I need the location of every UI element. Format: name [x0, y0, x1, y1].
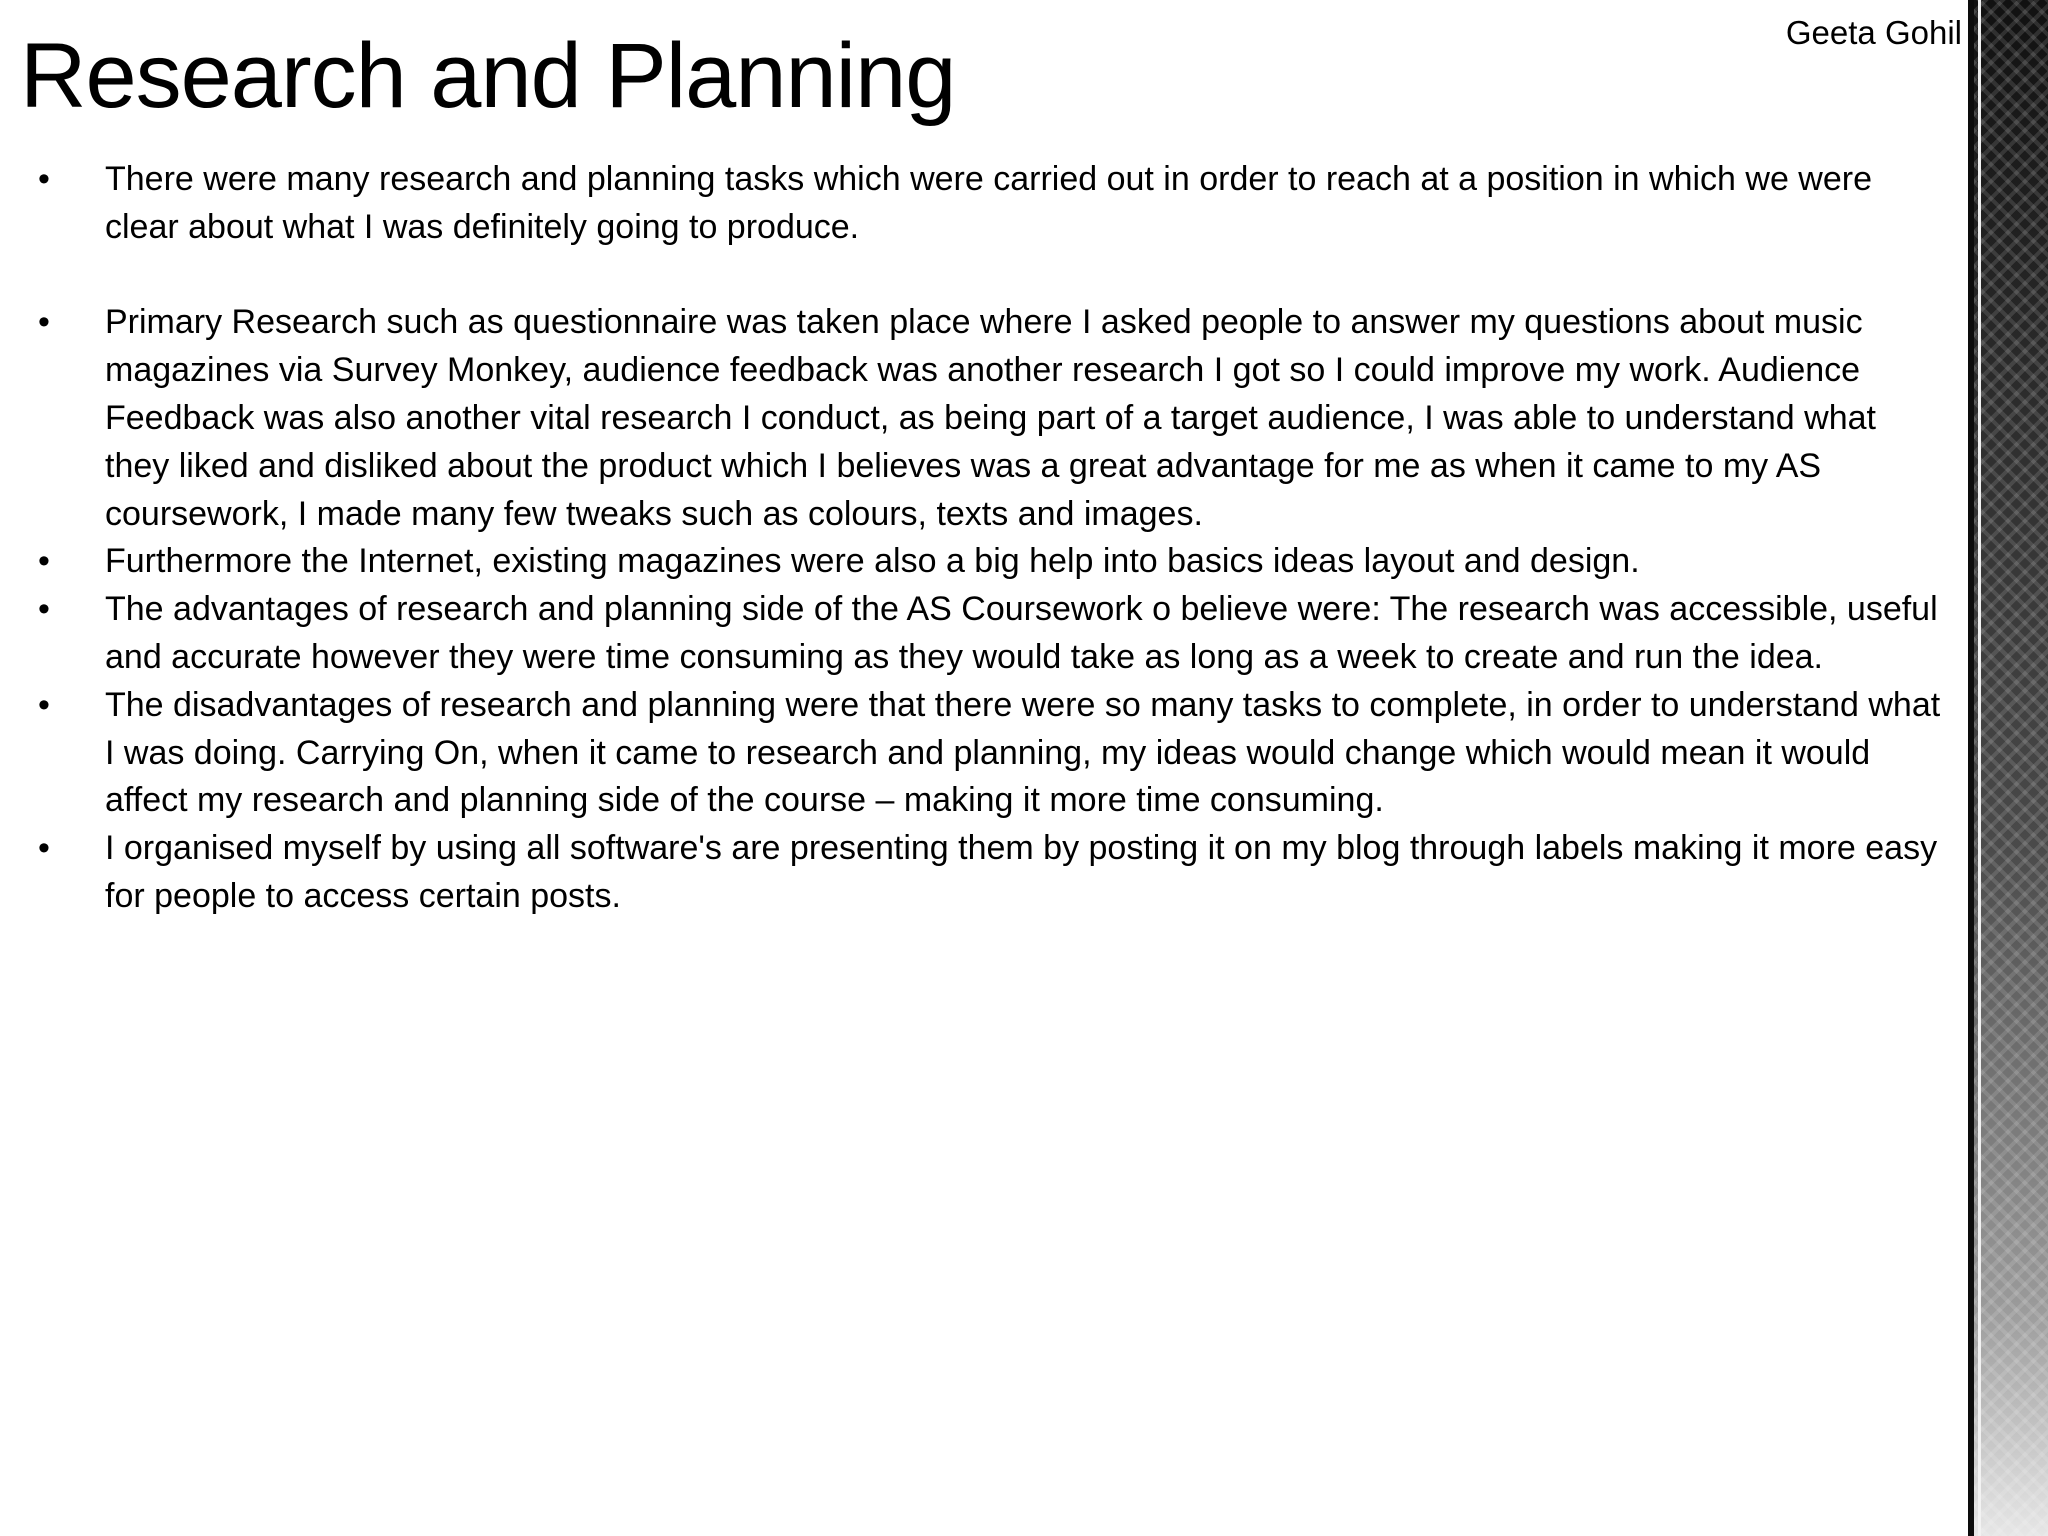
bullet-icon: • — [38, 685, 50, 724]
bullet-icon: • — [38, 590, 50, 629]
bullet-text: Primary Research such as questionnaire was taken place where I asked people to answer my questions about music magazines via Survey Monkey, audience feedback was another research I got so I could improve my work. Audience Feedback was also another vital research I conduct, as being part of a target audience, I was able to understand what they liked and disliked about the product which I believes was a great advantage for me as when it came to my AS coursework, I made many few tweaks such as colours, texts and images. — [105, 303, 1876, 533]
bullet-item — [0, 682, 1948, 825]
bullet-text: The advantages of research and planning side of the AS Coursework o believe were: The research was accessible, useful and accurate however they were time consuming as they would take as long as a week to create and run the idea. — [105, 590, 1938, 676]
bullet-icon: • — [38, 829, 50, 868]
bullet-list — [0, 156, 1948, 921]
bullet-text: Furthermore the Internet, existing magazines were also a big help into basics ideas layout and design. — [105, 542, 1640, 581]
bullet-item — [0, 825, 1948, 921]
slide-title: Research and Planning — [20, 25, 956, 127]
bullet-text: I organised myself by using all software's are presenting them by posting it on my blog through labels making it more easy for people to access certain posts. — [105, 829, 1938, 915]
side-strip-edge — [1968, 0, 1974, 1536]
bullet-item — [0, 156, 1948, 252]
bullet-item — [0, 586, 1948, 682]
bullet-text: The disadvantages of research and planning were that there were so many tasks to complete, in order to understand what I was doing. Carrying On, when it came to research and planning, my ideas would change which would mean it would affect my research and planning side of the course – making it more time consuming. — [105, 685, 1941, 820]
bullet-text: There were many research and planning tasks which were carried out in order to reach at a position in which we were clear about what I was definitely going to produce. — [105, 160, 1873, 246]
bullet-icon: • — [38, 160, 50, 198]
bullet-item — [0, 538, 1948, 586]
side-strip-line — [1978, 0, 1981, 1536]
bullet-item — [0, 299, 1948, 538]
bullet-icon: • — [38, 542, 50, 581]
bullet-icon: • — [38, 303, 50, 342]
author-name: Geeta Gohil — [1785, 14, 1962, 51]
